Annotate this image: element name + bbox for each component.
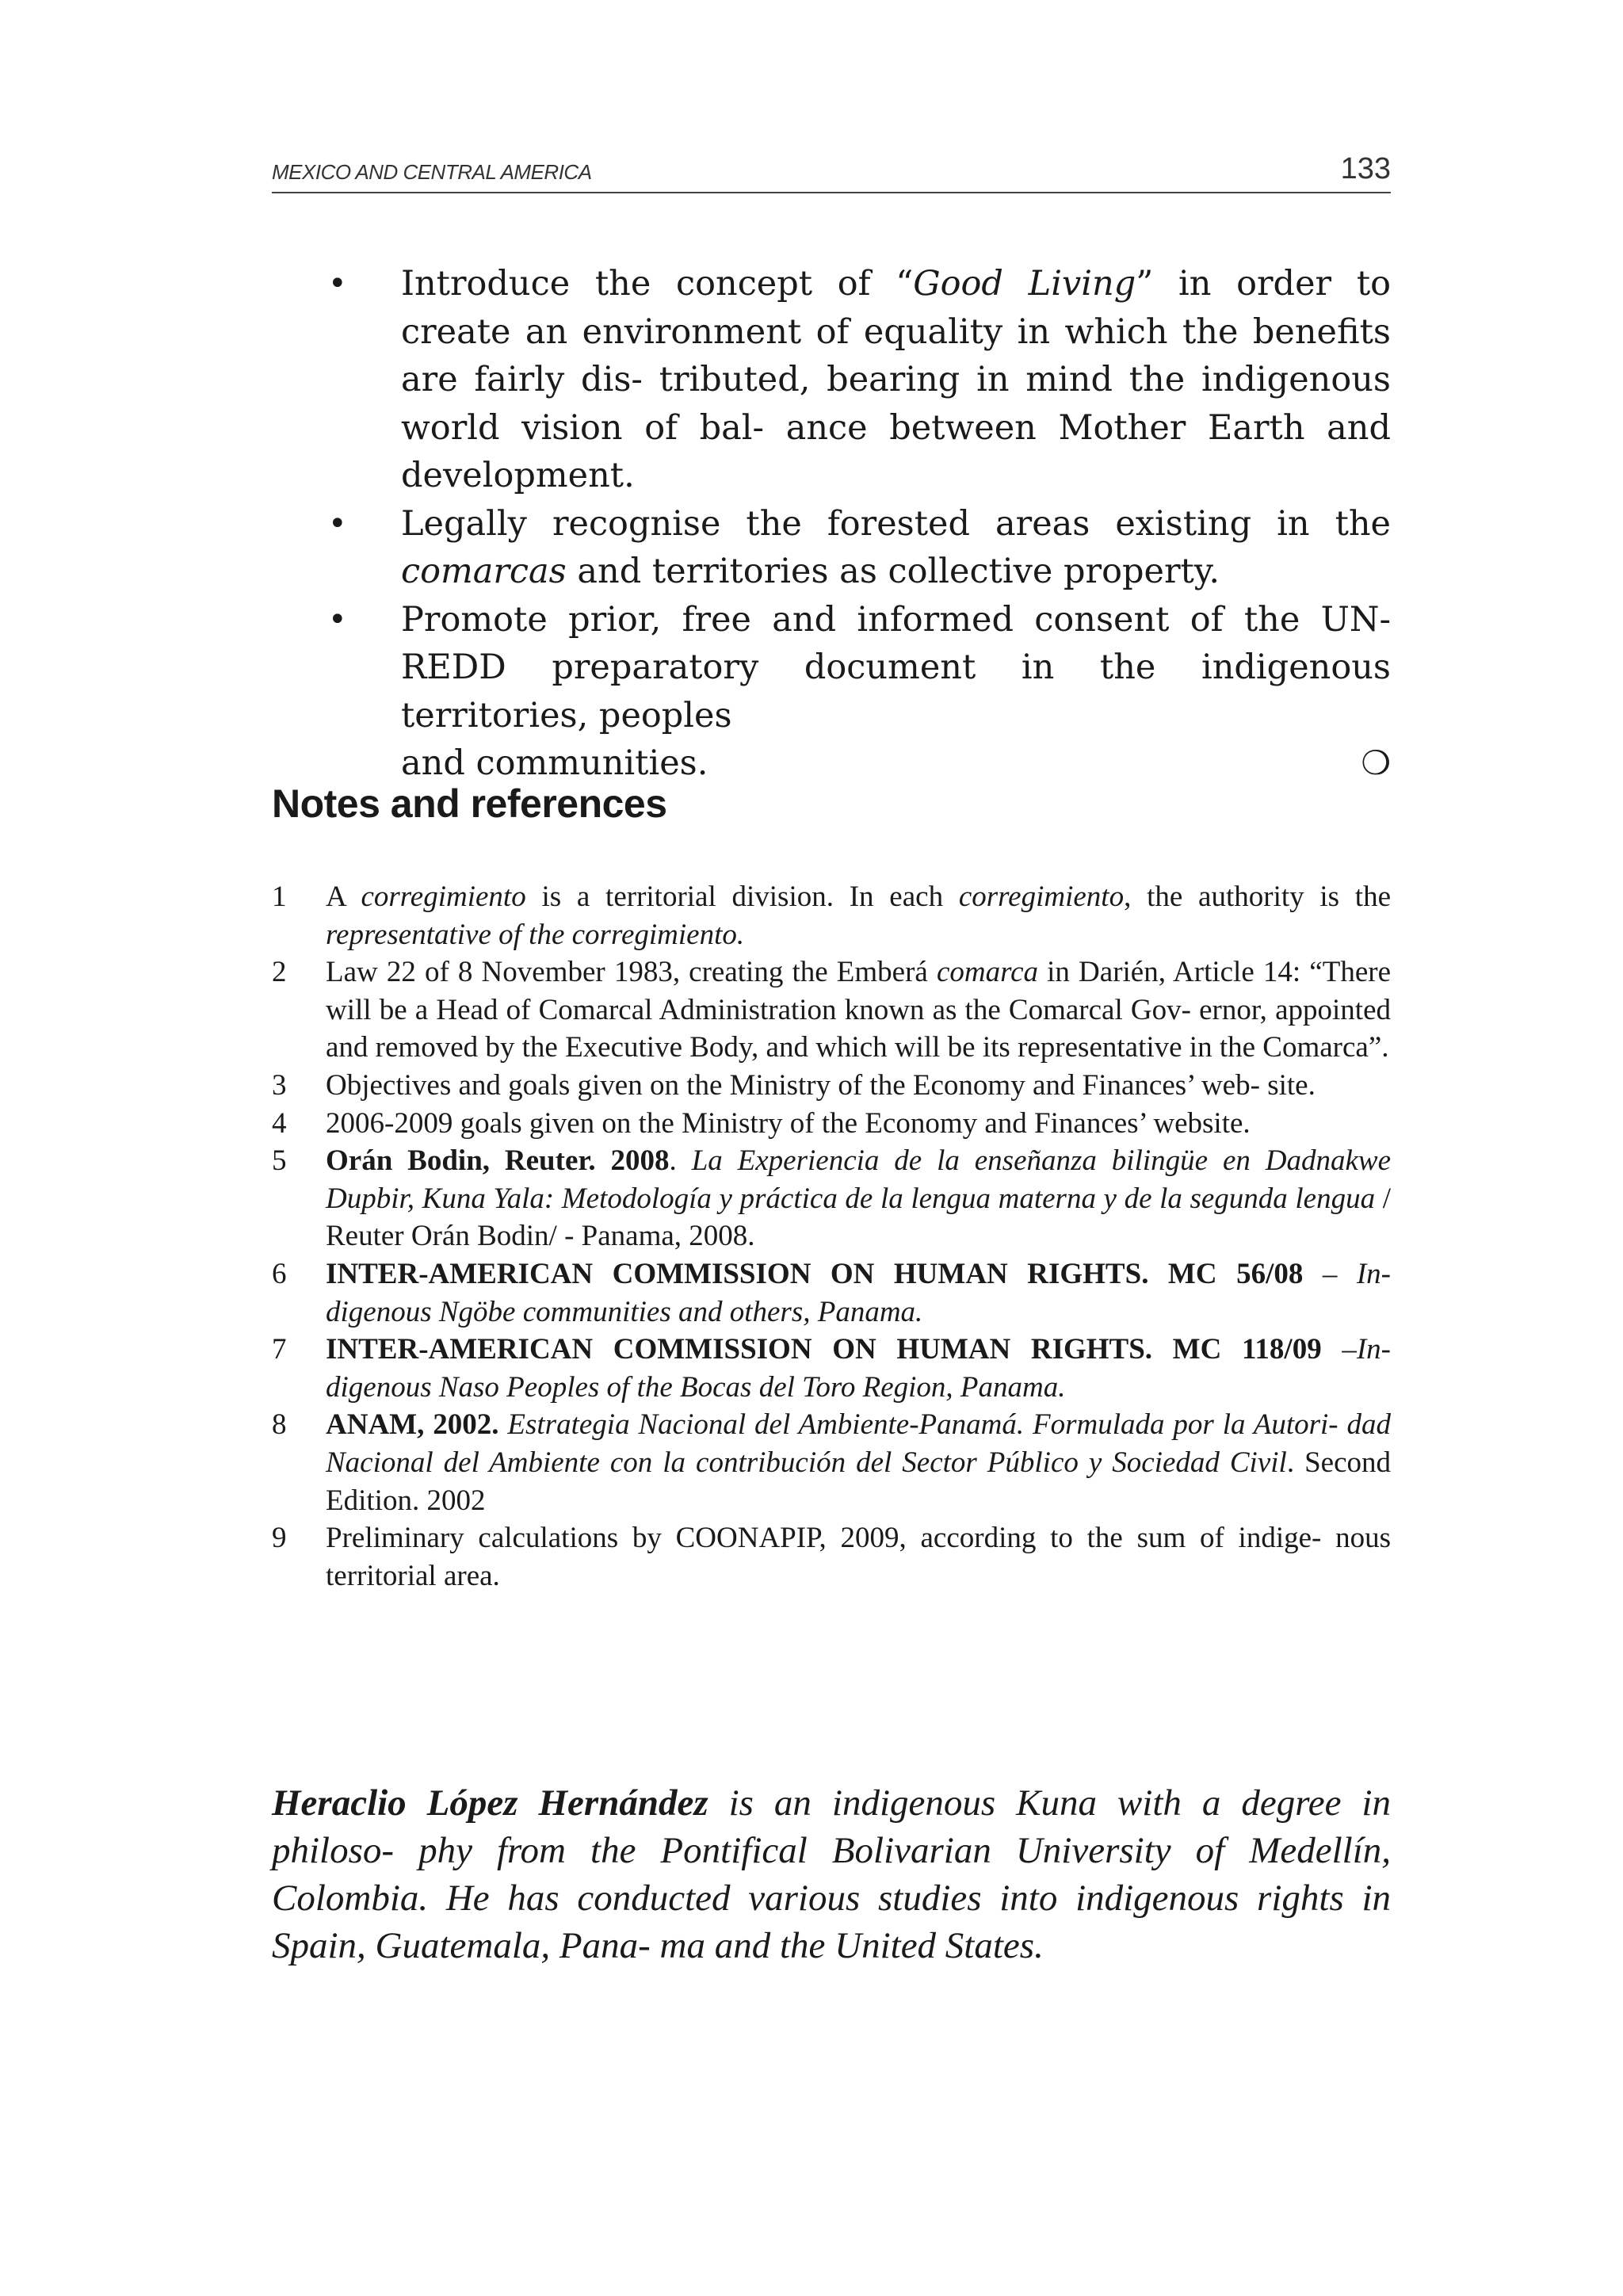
text-run: nous territorial area. bbox=[326, 1522, 1392, 1592]
text-run: . bbox=[669, 1144, 692, 1178]
text-run: Second Edition. 2002 bbox=[326, 1446, 1391, 1517]
bullet-item bbox=[325, 596, 1391, 788]
bullet-item bbox=[325, 500, 1391, 596]
text-run: environment of equality in which the benefits are fairly dis- bbox=[401, 311, 1391, 399]
running-header bbox=[272, 151, 1391, 193]
text-run: and territories as collective property. bbox=[577, 552, 1220, 591]
text-run: conducted various studies into indigenous rights in Spain, Guatemala, Pana- bbox=[272, 1878, 1392, 1966]
note-number: 3 bbox=[272, 1068, 287, 1102]
italic-text: La Experiencia de la enseñanza bilingüe en Dadnakwe bbox=[691, 1144, 1391, 1178]
italic-text: Good Living bbox=[913, 264, 1136, 304]
bold-text: INTER-AMERICAN COMMISSION ON HUMAN RIGHTS. MC 56/08 bbox=[326, 1257, 1304, 1290]
italic-text: corregimiento bbox=[361, 881, 526, 913]
text-run: Objectives and goals given on the Ministry of the Economy and Finances’ web- bbox=[326, 1068, 1260, 1102]
text-run: – bbox=[1321, 1333, 1357, 1366]
notes-list bbox=[272, 878, 1391, 1595]
note-item bbox=[272, 1519, 1391, 1595]
text-run: preparatory document in the indigenous territories, peoples bbox=[401, 648, 1391, 735]
bullet-item bbox=[325, 260, 1391, 500]
bold-text: Orán Bodin, Reuter. 2008 bbox=[326, 1144, 670, 1178]
note-number: 1 bbox=[272, 881, 287, 913]
text-run: / Reuter Orán Bodin/ - Panama, 2008. bbox=[326, 1182, 1391, 1253]
bullet-list bbox=[325, 260, 1391, 788]
text-run: 2006-2009 goals given on the Ministry of the Economy and Finances’ website. bbox=[326, 1106, 1251, 1140]
note-number: 4 bbox=[272, 1106, 287, 1140]
text-run: phy from the Pontifical Bolivarian University of Medellín, Colombia. He has bbox=[272, 1830, 1392, 1919]
note-item bbox=[272, 1331, 1391, 1406]
note-item bbox=[272, 1406, 1391, 1519]
note-item bbox=[272, 1142, 1391, 1255]
note-number: 5 bbox=[272, 1144, 287, 1178]
italic-text: dad Nacional del Ambiente con la contribución del Sector Público y Sociedad Civil bbox=[326, 1408, 1391, 1479]
italic-text: digenous Ngöbe communities and others, Panama. bbox=[326, 1295, 923, 1328]
text-run bbox=[499, 1408, 508, 1441]
text-run: , the authority is the bbox=[1124, 881, 1391, 913]
notes-heading: Notes and references bbox=[272, 781, 667, 826]
text-run: and communities. bbox=[401, 743, 708, 783]
text-run: Legally recognise the forested areas existing in the bbox=[401, 503, 1391, 544]
text-run: “There will be a Head of Comarcal Administration known as the Comarcal Gov- bbox=[326, 956, 1391, 1026]
text-run: Law 22 of 8 November 1983, creating the Emberá bbox=[326, 956, 937, 989]
italic-text: Dupbir, Kuna Yala: Metodología y práctica de la lengua materna y de la segunda lengua bbox=[326, 1182, 1376, 1215]
text-run: Preliminary calculations by COONAPIP, 2009, according to the sum of indige- bbox=[326, 1522, 1322, 1555]
note-number: 2 bbox=[272, 956, 287, 989]
italic-text: corregimiento bbox=[958, 881, 1125, 913]
italic-text: comarcas bbox=[401, 552, 567, 591]
text-run: ance between Mother Earth and development. bbox=[401, 407, 1392, 495]
text-run: representative in the Comarca”. bbox=[1018, 1031, 1389, 1064]
bullet-dot-icon: • bbox=[328, 266, 347, 302]
text-run: A bbox=[326, 881, 361, 913]
text-run: Promote prior, free and informed consent of the UN-REDD bbox=[401, 599, 1391, 687]
text-run: site. bbox=[1267, 1068, 1316, 1102]
note-number: 9 bbox=[272, 1522, 287, 1555]
text-run: is a territorial division. In each bbox=[525, 881, 959, 913]
page-number: 133 bbox=[1340, 152, 1391, 185]
text-run: tributed, bearing in mind the indigenous world vision of bal- bbox=[401, 360, 1391, 448]
bold-text: ANAM, 2002. bbox=[326, 1408, 499, 1442]
end-of-article-icon: ❍ bbox=[1361, 743, 1391, 782]
text-run: . bbox=[1286, 1446, 1295, 1479]
text-run: ma and the United States. bbox=[659, 1925, 1044, 1966]
italic-text: In- bbox=[1356, 1257, 1392, 1290]
running-title: MEXICO AND CENTRAL AMERICA bbox=[272, 160, 592, 184]
italic-text: In- bbox=[1356, 1333, 1391, 1366]
note-number: 7 bbox=[272, 1333, 287, 1366]
bold-text: INTER-AMERICAN COMMISSION ON HUMAN RIGHTS. MC 118/09 bbox=[326, 1333, 1322, 1366]
note-number: 6 bbox=[272, 1257, 287, 1290]
text-run: Introduce the concept of “ bbox=[401, 264, 914, 304]
text-run: is an indigenous Kuna with a degree in philoso- bbox=[272, 1782, 1391, 1871]
text-run: in Darién, Article 14: bbox=[1038, 956, 1301, 989]
note-item bbox=[272, 1105, 1391, 1143]
text-run: – bbox=[1303, 1257, 1357, 1290]
note-item bbox=[272, 1067, 1391, 1105]
italic-text: representative of the corregimiento. bbox=[326, 918, 745, 951]
text-run: ” in order to create an bbox=[401, 264, 1391, 352]
bold-text: Heraclio López Hernández bbox=[272, 1782, 708, 1824]
text-run: ernor, appointed and removed by the Executive Body, and which will be its bbox=[326, 993, 1391, 1064]
note-item bbox=[272, 953, 1391, 1067]
author-bio bbox=[272, 1779, 1391, 1969]
note-item bbox=[272, 1255, 1391, 1331]
note-number: 8 bbox=[272, 1408, 287, 1442]
italic-text: comarca bbox=[936, 956, 1039, 989]
note-item bbox=[272, 878, 1391, 953]
italic-text: digenous Naso Peoples of the Bocas del Toro Region, Panama. bbox=[326, 1370, 1066, 1404]
italic-text: Estrategia Nacional del Ambiente-Panamá. Formulada por la Autori- bbox=[507, 1408, 1338, 1442]
bullet-dot-icon: • bbox=[328, 601, 347, 638]
bullet-dot-icon: • bbox=[328, 505, 347, 542]
